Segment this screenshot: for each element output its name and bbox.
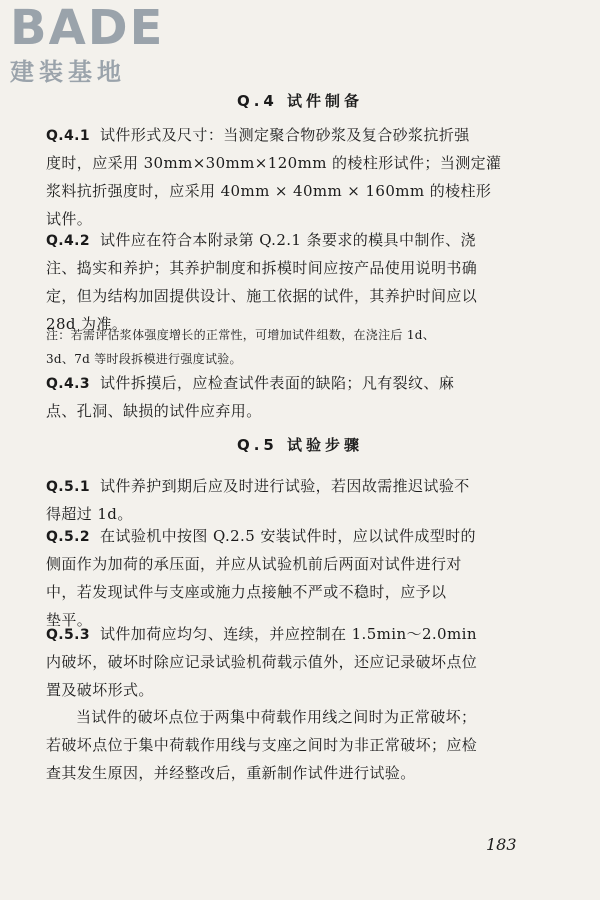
clause-text: 试件应在符合本附录第 Q.2.1 条要求的模具中制作、浇	[100, 231, 476, 249]
clause-number: Q.4.1	[46, 128, 91, 144]
text-line: 试件。	[46, 210, 93, 228]
section-heading-q5: Q.5 试验步骤	[236, 436, 364, 454]
logo-subtitle: 建装基地	[10, 58, 126, 86]
text-line: 若破坏点位于集中荷载作用线与支座之间时为非正常破坏；应检	[46, 736, 478, 754]
text-line: 当试件的破坏点位于两集中荷载作用线之间时为正常破坏；	[76, 708, 477, 726]
text-line	[46, 226, 556, 254]
clause-text: 试件加荷应均匀、连续，并应控制在 1.5min～2.0min	[100, 625, 477, 643]
clause-text: 试件形式及尺寸：当测定聚合物砂浆及复合砂浆抗折强	[100, 126, 470, 144]
text-line: 得超过 1d。	[46, 505, 133, 523]
text-line	[46, 472, 556, 500]
text-line: 点、孔洞、缺损的试件应弃用。	[46, 402, 262, 420]
text-line: 内破坏，破坏时除应记录试验机荷载示值外，还应记录破坏点位	[46, 653, 478, 671]
text-line: 28d 为准。	[46, 315, 128, 333]
text-line: 浆料抗折强度时，应采用 40mm × 40mm × 160mm 的棱柱形	[46, 182, 492, 200]
clause-q4-3	[46, 369, 556, 425]
watermark-logo	[10, 2, 185, 92]
clause-q5-1	[46, 472, 556, 528]
clause-text: 试件养护到期后应及时进行试验，若因故需推迟试验不	[100, 477, 470, 495]
clause-number: Q.5.3	[46, 627, 91, 643]
text-line: 置及破坏形式。	[46, 681, 154, 699]
note-line: 3d、7d 等时段拆模进行强度试验。	[46, 352, 242, 366]
clause-q5-2	[46, 522, 556, 634]
clause-text: 在试验机中按图 Q.2.5 安装试件时，应以试件成型时的	[100, 527, 476, 545]
text-line	[46, 522, 556, 550]
text-line: 垫平。	[46, 611, 93, 629]
clause-number: Q.5.2	[46, 529, 91, 545]
logo-brand: BADE	[10, 0, 165, 56]
clause-q4-2	[46, 226, 556, 338]
text-line: 侧面作为加荷的承压面，并应从试验机前后两面对试件进行对	[46, 555, 462, 573]
clause-q4-1	[46, 121, 556, 233]
text-line: 中，若发现试件与支座或施力点接触不严或不稳时，应予以	[46, 583, 447, 601]
clause-q5-3-continuation	[46, 703, 556, 787]
text-line	[46, 121, 556, 149]
text-line: 注、捣实和养护；其养护制度和拆模时间应按产品使用说明书确	[46, 259, 478, 277]
note-line: 注：若需评估浆体强度增长的正常性，可增加试件组数，在浇注后 1d、	[46, 328, 436, 342]
section-heading-q4: Q.4 试件制备	[236, 92, 364, 110]
clause-number: Q.5.1	[46, 479, 91, 495]
text-line: 度时，应采用 30mm×30mm×120mm 的棱柱形试件；当测定灌	[46, 154, 502, 172]
clause-number: Q.4.3	[46, 376, 91, 392]
text-line: 定，但为结构加固提供设计、施工依据的试件，其养护时间应以	[46, 287, 478, 305]
clause-q5-3	[46, 620, 556, 704]
text-line	[46, 620, 556, 648]
clause-number: Q.4.2	[46, 233, 91, 249]
text-line	[46, 369, 556, 397]
clause-text: 试件拆摸后，应检查试件表面的缺陷；凡有裂纹、麻	[100, 374, 455, 392]
clause-note	[46, 323, 556, 371]
page-number: 183	[486, 835, 517, 854]
text-line: 查其发生原因，并经整改后，重新制作试件进行试验。	[46, 764, 416, 782]
